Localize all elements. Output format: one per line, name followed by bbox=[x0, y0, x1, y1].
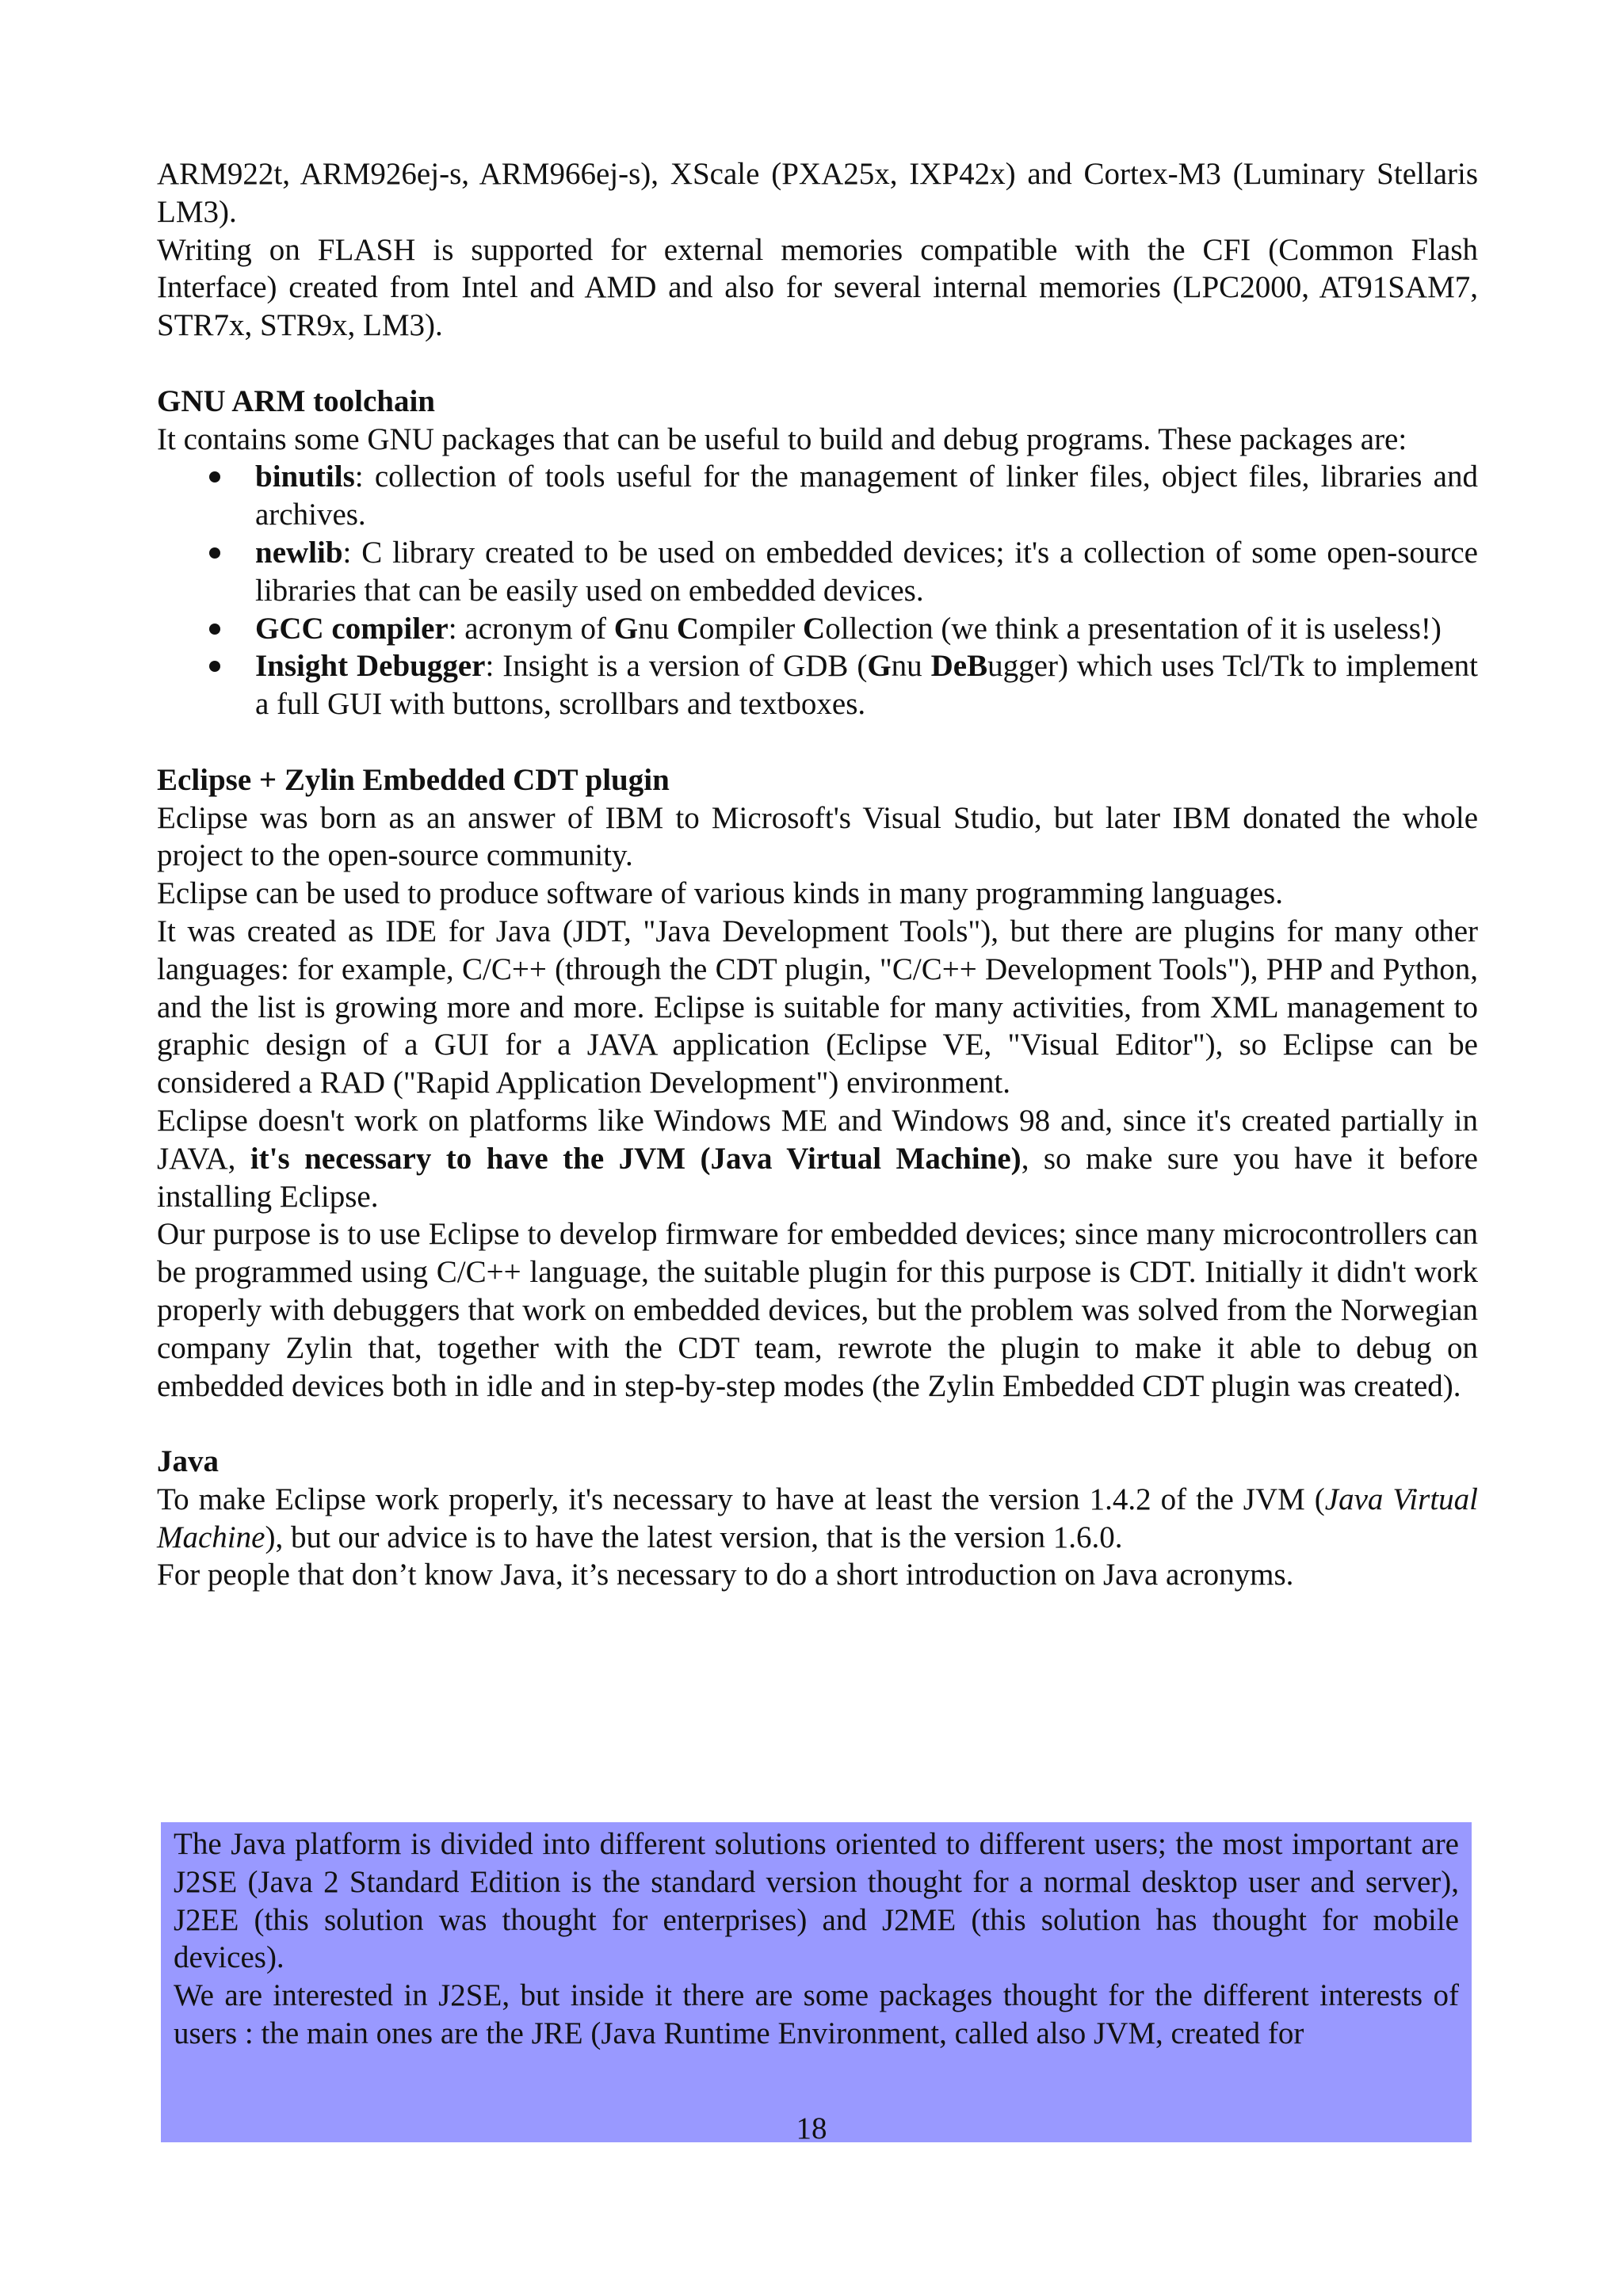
item-text: ompiler bbox=[698, 611, 804, 646]
eclipse-paragraph-3: It was created as IDE for Java (JDT, "Java Development Tools"), but there are plugins for many other languages: for example, C/C++ (through the CDT plugin, "C/C++ Development Tools"), PHP and Python, and the list is growing more and more. Eclipse is suitable for many activities, from XML management to graphic design of a GUI for a JAVA application (Eclipse VE, "Visual Editor"), so Eclipse can be considered a RAD ("Rapid Application Development") environment. bbox=[157, 913, 1478, 1100]
acronym-letter: B bbox=[967, 649, 988, 684]
item-term: Insight Debugger bbox=[255, 649, 486, 684]
text-run: , so make sure you have it before installing Eclipse. bbox=[157, 1141, 1478, 1214]
acronym-letter: C bbox=[676, 611, 699, 646]
list-item bbox=[157, 458, 1478, 534]
item-term: binutils bbox=[255, 460, 355, 494]
item-text: nu bbox=[638, 611, 677, 646]
acronym-letter: De bbox=[930, 649, 968, 684]
item-text: : collection of tools useful for the management of linker files, object files, libraries and archives. bbox=[255, 460, 1478, 532]
italic-text: Java Virtual Machine bbox=[157, 1482, 1478, 1554]
list-item bbox=[157, 647, 1478, 723]
section-heading-java: Java bbox=[157, 1444, 219, 1479]
emphasis-text: it's necessary to have the JVM (Java Virtual Machine) bbox=[250, 1141, 1022, 1176]
text-run: Eclipse doesn't work on platforms like Windows ME and Windows 98 and, since it's created partially in JAVA, bbox=[157, 1103, 1478, 1176]
section-heading-eclipse: Eclipse + Zylin Embedded CDT plugin bbox=[157, 762, 670, 797]
acronym-letter: G bbox=[867, 649, 892, 684]
section-heading-gnu: GNU ARM toolchain bbox=[157, 383, 435, 418]
item-term: newlib bbox=[255, 535, 343, 570]
item-term: GCC compiler bbox=[255, 611, 449, 646]
eclipse-paragraph-5: Our purpose is to use Eclipse to develop firmware for embedded devices; since many microcontrollers can be programmed using C/C++ language, the suitable plugin for this purpose is CDT. Initially it didn't work properly with debuggers that work on embedded devices, but the problem was solved from the Norwegian company Zylin that, together with the CDT team, rewrote the plugin to make it able to debug on embedded devices both in idle and in step-by-step modes (the Zylin Embedded CDT plugin was created). bbox=[157, 1217, 1478, 1403]
intro-paragraph-1: ARM922t, ARM926ej-s, ARM966ej-s), XScale (PXA25x, IXP42x) and Cortex-M3 (Luminary Stellaris LM3). bbox=[157, 157, 1478, 229]
bullet-icon bbox=[209, 471, 220, 482]
document-page bbox=[157, 155, 1478, 1594]
acronym-letter: G bbox=[613, 611, 639, 646]
eclipse-paragraph-2: Eclipse can be used to produce software of various kinds in many programming languages. bbox=[157, 876, 1283, 911]
bullet-icon bbox=[209, 547, 220, 559]
item-text: : C library created to be used on embedded devices; it's a collection of some open-source libraries that can be easily used on embedded devices. bbox=[255, 535, 1478, 608]
note-paragraph-2: We are interested in J2SE, but inside it there are some packages thought for the different interests of users : the main ones are the JRE (Java Runtime Environment, called also JVM, created for bbox=[174, 1978, 1459, 2050]
eclipse-paragraph-4 bbox=[157, 1102, 1478, 1215]
note-paragraph-1: The Java platform is divided into different solutions oriented to different users; the most important are J2SE (Java 2 Standard Edition is the standard version thought for a normal desktop user and server), J2EE (this solution was thought for enterprises) and J2ME (this solution has thought for mobile devices). bbox=[174, 1827, 1459, 1975]
java-paragraph-1 bbox=[157, 1481, 1478, 1557]
bullet-icon bbox=[209, 661, 220, 672]
java-platform-note-box bbox=[161, 1822, 1472, 2142]
list-item bbox=[157, 610, 1478, 648]
list-item bbox=[157, 534, 1478, 610]
item-text: ollection (we think a presentation of it is useless!) bbox=[825, 611, 1442, 646]
item-text: : acronym of bbox=[448, 611, 614, 646]
eclipse-paragraph-1: Eclipse was born as an answer of IBM to Microsoft's Visual Studio, but later IBM donated the whole project to the open-source community. bbox=[157, 800, 1478, 873]
text-run: To make Eclipse work properly, it's necessary to have at least the version 1.4.2 of the JVM ( bbox=[157, 1482, 1325, 1516]
text-run: ), but our advice is to have the latest version, that is the version 1.6.0. bbox=[265, 1520, 1123, 1554]
java-paragraph-2: For people that don’t know Java, it’s necessary to do a short introduction on Java acronyms. bbox=[157, 1558, 1294, 1592]
spacer bbox=[157, 345, 1478, 383]
intro-paragraph-2: Writing on FLASH is supported for external memories compatible with the CFI (Common Flash Interface) created from Intel and AMD and also for several internal memories (LPC2000, AT91SAM7, STR7x, STR9x, LM3). bbox=[157, 232, 1478, 343]
bullet-icon bbox=[209, 624, 220, 635]
item-text: ugger) which uses Tcl/Tk to implement a full GUI with buttons, scrollbars and textboxes. bbox=[255, 649, 1479, 722]
spacer bbox=[157, 1405, 1478, 1443]
acronym-letter: C bbox=[803, 611, 826, 646]
item-text: : Insight is a version of GDB ( bbox=[485, 649, 868, 684]
gnu-intro: It contains some GNU packages that can be useful to build and debug programs. These packages are: bbox=[157, 421, 1407, 456]
item-text: nu bbox=[891, 649, 931, 684]
gnu-package-list bbox=[157, 458, 1478, 723]
page-number: 18 bbox=[796, 2111, 827, 2145]
spacer bbox=[157, 723, 1478, 761]
